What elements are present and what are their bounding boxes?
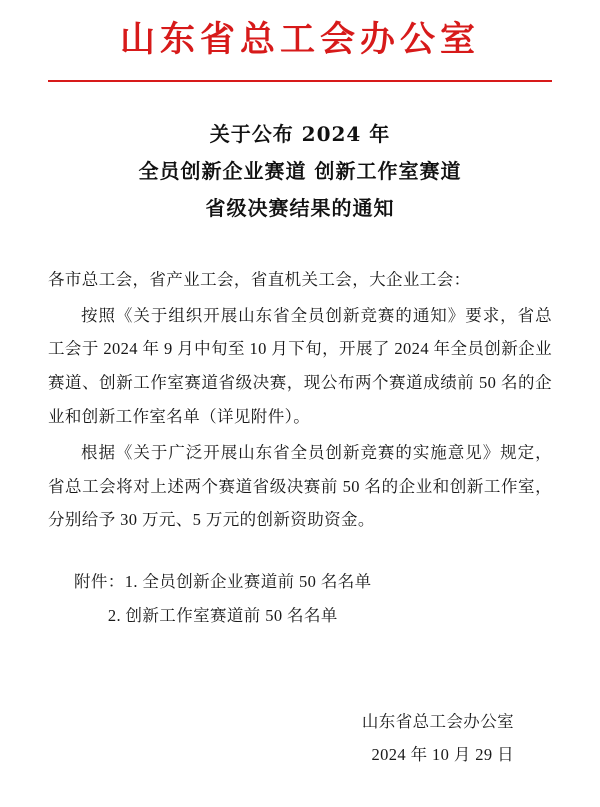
document-title-line-1: 关于公布 2024 年 <box>209 121 391 146</box>
salutation: 各市总工会，省产业工会，省直机关工会，大企业工会： <box>48 269 471 289</box>
signature-issuer: 山东省总工会办公室 <box>361 711 514 731</box>
attachment-list <box>48 565 552 633</box>
document-title-line-3: 省级决赛结果的通知 <box>205 195 395 220</box>
document-title <box>48 116 552 227</box>
document-title-line-2: 全员创新企业赛道 创新工作室赛道 <box>138 158 462 183</box>
body-paragraph-2: 根据《关于广泛开展山东省全员创新竞赛的实施意见》规定，省总工会将对上述两个赛道省级决赛前 50 名的企业和创新工作室，分别给予 30 万元、5 万元的创新资助资金。 <box>48 442 552 530</box>
attachment-item-1: 附件：1. 全员创新企业赛道前 50 名名单 <box>74 572 372 592</box>
letterhead-organization: 山东省总工会办公室 <box>119 19 480 60</box>
body-paragraph-1: 按照《关于组织开展山东省全员创新竞赛的通知》要求，省总工会于 2024 年 9 月中旬至 10 月下旬，开展了 2024 年全员创新企业赛道、创新工作室赛道省级决赛，现公布两个赛道成绩前 50 名的企业和创新工作室名单（详见附件）。 <box>48 305 552 426</box>
signature-block <box>48 705 552 771</box>
attachment-item-2: 2. 创新工作室赛道前 50 名名单 <box>107 606 338 626</box>
letterhead-divider <box>48 80 552 82</box>
letterhead <box>48 0 552 82</box>
document-body <box>48 263 552 538</box>
signature-date: 2024 年 10 月 29 日 <box>371 744 514 764</box>
